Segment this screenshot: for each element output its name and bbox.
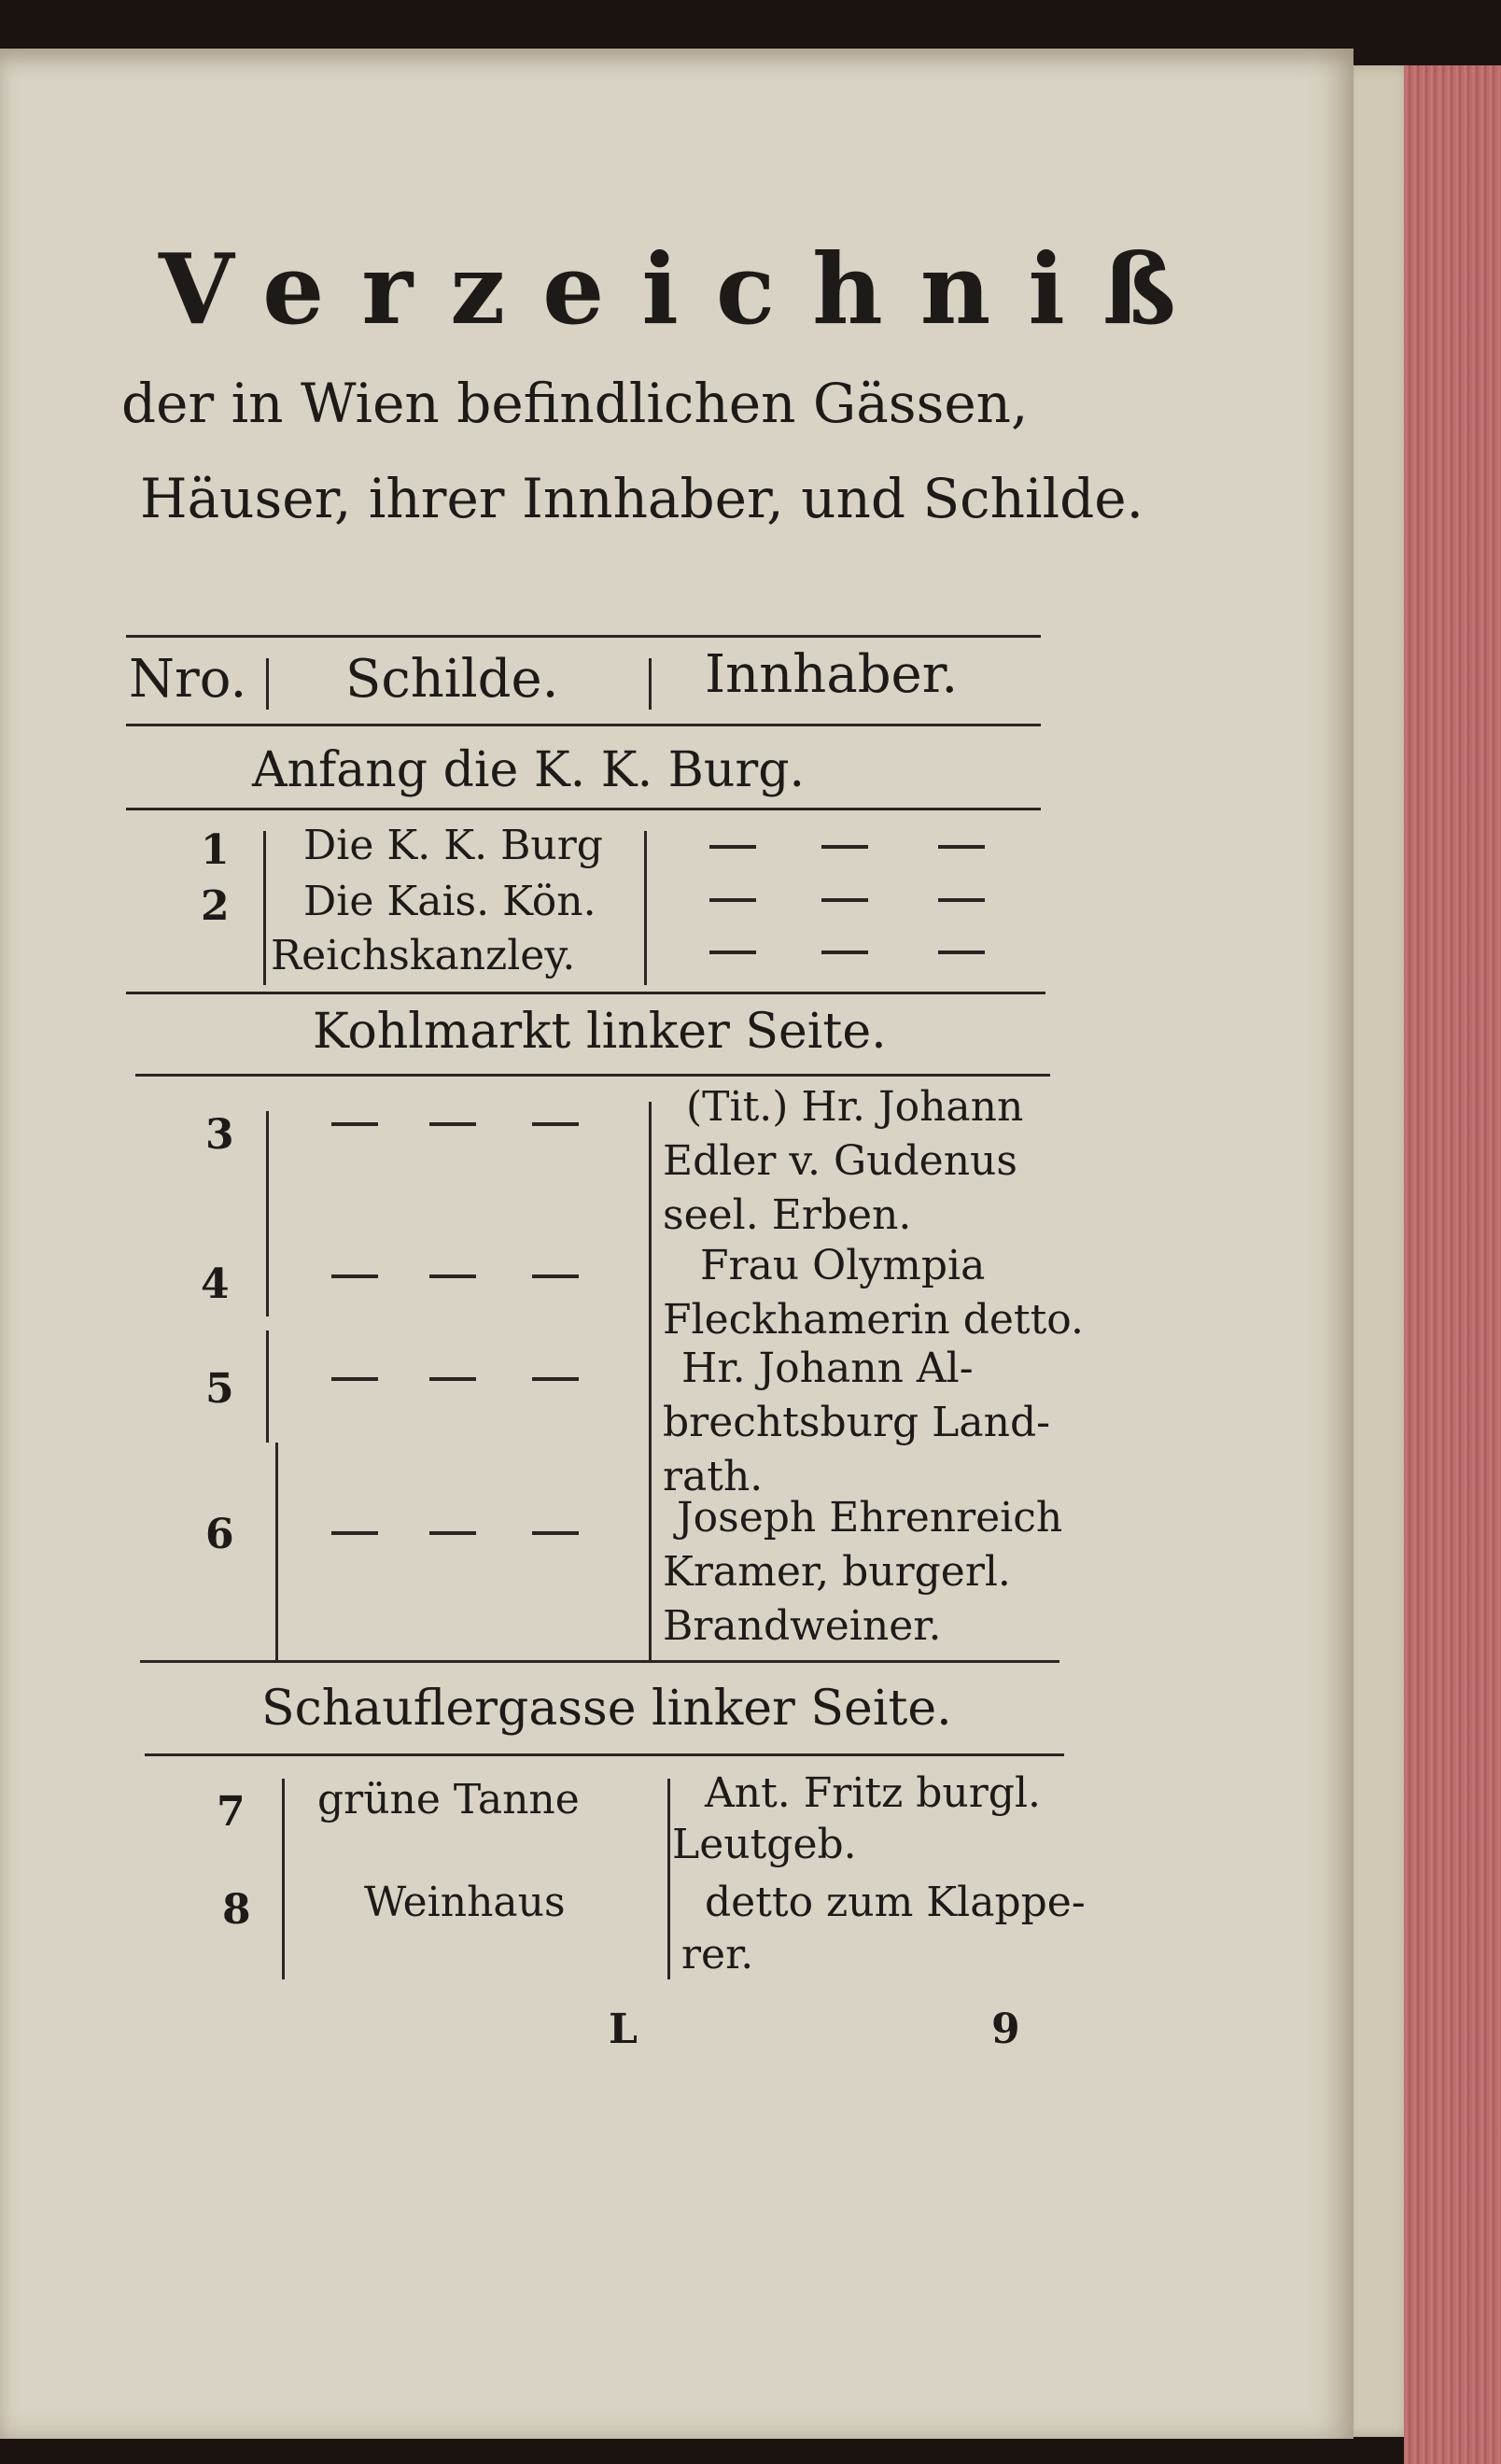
section-heading: Schauflergasse linker Seite. <box>261 1681 952 1737</box>
header-innhaber: Innhaber. <box>705 644 959 705</box>
dash <box>532 1377 579 1381</box>
row-nro: 6 <box>205 1511 234 1558</box>
divider <box>282 1779 285 1979</box>
header-schilde: Schilde. <box>345 649 559 710</box>
dash <box>821 950 868 954</box>
divider <box>275 1443 278 1662</box>
dash <box>331 1274 378 1278</box>
occupant-line: Frau Olympia <box>700 1242 986 1289</box>
dash <box>532 1122 579 1126</box>
rule <box>135 1074 1050 1077</box>
occupant-line: Leutgeb. <box>672 1821 857 1868</box>
dash <box>532 1274 579 1278</box>
occupant-line: (Tit.) Hr. Johann <box>686 1083 1024 1131</box>
divider <box>266 1111 269 1316</box>
dash <box>429 1122 476 1126</box>
occupant-line: Hr. Johann Al- <box>681 1345 974 1392</box>
subtitle-line-1: der in Wien befindlichen Gässen, <box>121 372 1029 435</box>
book-red-edge <box>1404 65 1501 2464</box>
dash <box>709 845 756 849</box>
divider <box>266 1331 269 1443</box>
dash <box>331 1377 378 1381</box>
occupant-line: Ant. Fritz burgl. <box>705 1769 1042 1817</box>
row-schild: Die Kais. Kön. <box>303 878 596 925</box>
divider <box>649 1102 652 1662</box>
row-nro: 4 <box>201 1260 230 1308</box>
rule <box>140 1660 1059 1663</box>
divider <box>266 658 269 710</box>
dash <box>938 898 985 902</box>
dash <box>709 950 756 954</box>
section-heading: Anfang die K. K. Burg. <box>252 742 806 798</box>
row-nro: 2 <box>201 882 230 930</box>
dash <box>709 898 756 902</box>
signature-mark: L <box>609 2006 638 2053</box>
dash <box>938 845 985 849</box>
dash <box>821 845 868 849</box>
header-nro: Nro. <box>129 649 247 710</box>
dash <box>429 1531 476 1535</box>
row-nro: 8 <box>222 1886 251 1934</box>
rule <box>126 808 1041 810</box>
occupant-line: Joseph Ehrenreich <box>677 1494 1063 1542</box>
occupant-line: brechtsburg Land- <box>663 1399 1050 1446</box>
occupant-line: Edler v. Gudenus <box>663 1137 1017 1185</box>
row-schild: Reichskanzley. <box>271 932 576 979</box>
row-nro: 7 <box>217 1788 245 1836</box>
row-nro: 3 <box>205 1111 234 1159</box>
divider <box>644 831 647 985</box>
occupant-line: Kramer, burgerl. <box>663 1548 1011 1596</box>
rule <box>145 1753 1064 1756</box>
divider <box>667 1779 670 1979</box>
occupant-line: Brandweiner. <box>663 1602 942 1650</box>
dash <box>938 950 985 954</box>
subtitle-line-2: Häuser, ihrer Innhaber, und Schilde. <box>140 467 1144 530</box>
row-nro: 5 <box>205 1365 234 1413</box>
occupant-line: Fleckhamerin detto. <box>663 1296 1084 1344</box>
occupant-line: rath. <box>663 1453 764 1500</box>
dash <box>821 898 868 902</box>
page-title: Verzeichniß <box>159 232 1213 346</box>
rule <box>126 724 1041 726</box>
divider <box>649 658 652 710</box>
dash <box>331 1531 378 1535</box>
rule <box>126 992 1045 994</box>
dash <box>429 1274 476 1278</box>
occupant-line: seel. Erben. <box>663 1191 912 1239</box>
row-schild: Die K. K. Burg <box>303 822 603 869</box>
divider <box>263 831 266 985</box>
dash <box>429 1377 476 1381</box>
row-schild: grüne Tanne <box>317 1776 580 1823</box>
dash <box>532 1531 579 1535</box>
section-heading: Kohlmarkt linker Seite. <box>313 1004 887 1060</box>
catchword: 9 <box>991 2006 1020 2053</box>
row-schild: Weinhaus <box>364 1879 566 1926</box>
rule <box>126 635 1041 638</box>
occupant-line: rer. <box>681 1931 754 1978</box>
dash <box>331 1122 378 1126</box>
row-nro: 1 <box>201 826 230 874</box>
occupant-line: detto zum Klappe- <box>705 1879 1086 1926</box>
